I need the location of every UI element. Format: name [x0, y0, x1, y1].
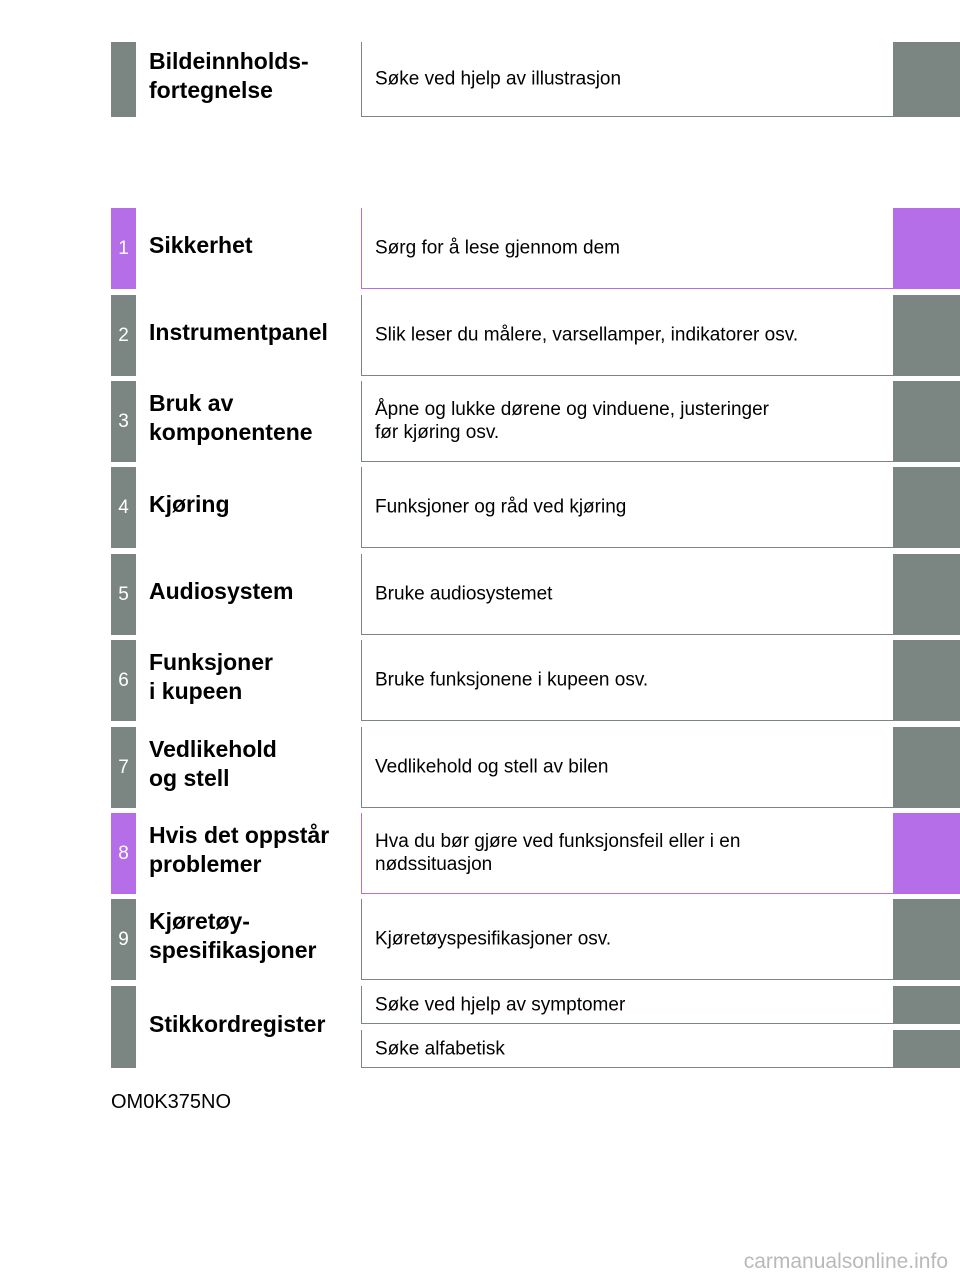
section-thumb-tab[interactable]	[893, 381, 960, 462]
index-title: Stikkordregister	[149, 1011, 326, 1037]
section-thumb-tab[interactable]	[893, 640, 960, 721]
section-description-box[interactable]	[361, 381, 893, 462]
section-thumb-tab[interactable]	[893, 727, 960, 808]
watermark-text: carmanualsonline.info	[743, 1250, 948, 1273]
index-item-label: Søke alfabetisk	[375, 1038, 505, 1059]
section-title: Kjøretøy- spesifikasjoner	[149, 908, 317, 963]
section-row-1[interactable]	[0, 208, 960, 289]
header-thumb-tab[interactable]	[893, 42, 960, 117]
section-number: 5	[118, 583, 129, 605]
section-thumb-tab[interactable]	[893, 554, 960, 635]
section-tab	[111, 295, 136, 376]
section-title: Instrumentpanel	[149, 319, 328, 345]
section-title: Sikkerhet	[149, 232, 253, 258]
header-title: Bildeinnholds- fortegnelse	[149, 48, 309, 103]
index-thumb-tab[interactable]	[893, 986, 960, 1024]
header-description-box[interactable]	[361, 42, 893, 117]
section-description-box[interactable]	[361, 554, 893, 635]
section-number: 1	[118, 237, 129, 259]
section-title: Bruk av komponentene	[149, 390, 313, 445]
section-description: Sørg for å lese gjennom dem	[375, 237, 621, 259]
index-item-alphabetical[interactable]	[0, 1030, 960, 1068]
header-row	[0, 42, 960, 117]
section-tab	[111, 467, 136, 548]
header-tab	[111, 42, 136, 117]
section-description: Hva du bør gjøre ved funksjonsfeil eller i en nødssituasjon	[375, 831, 741, 875]
section-row-4[interactable]	[0, 467, 960, 548]
section-thumb-tab[interactable]	[893, 813, 960, 894]
index-item-box[interactable]	[361, 986, 893, 1024]
section-description-box[interactable]	[361, 727, 893, 808]
section-description-box[interactable]	[361, 899, 893, 980]
section-row-8[interactable]	[0, 813, 960, 894]
section-tab	[111, 899, 136, 980]
section-row-5[interactable]	[0, 554, 960, 635]
section-description: Slik leser du målere, varsellamper, indikatorer osv.	[375, 324, 799, 346]
index-item-symptoms[interactable]	[0, 986, 960, 1024]
section-description-box[interactable]	[361, 640, 893, 721]
section-row-2[interactable]	[0, 295, 960, 376]
section-description-box[interactable]	[361, 813, 893, 894]
section-tab	[111, 554, 136, 635]
section-number: 6	[118, 669, 129, 691]
section-row-9[interactable]	[0, 899, 960, 980]
section-row-7[interactable]	[0, 727, 960, 808]
section-tab	[111, 381, 136, 462]
section-description: Bruke audiosystemet	[375, 583, 553, 605]
section-row-3[interactable]	[0, 381, 960, 462]
section-number: 9	[118, 928, 129, 950]
section-description-box[interactable]	[361, 467, 893, 548]
document-code: OM0K375NO	[111, 1091, 232, 1113]
index-row	[0, 986, 960, 1068]
section-row-6[interactable]	[0, 640, 960, 721]
section-tab	[111, 208, 136, 289]
section-number: 3	[118, 410, 129, 432]
section-description: Vedlikehold og stell av bilen	[375, 756, 609, 778]
index-item-label: Søke ved hjelp av symptomer	[375, 994, 626, 1015]
section-description: Funksjoner og råd ved kjøring	[375, 496, 627, 518]
section-title: Vedlikehold og stell	[149, 736, 277, 791]
section-thumb-tab[interactable]	[893, 295, 960, 376]
section-number: 4	[118, 496, 129, 518]
section-tab	[111, 640, 136, 721]
section-description-box[interactable]	[361, 295, 893, 376]
index-item-box[interactable]	[361, 1030, 893, 1068]
section-title: Funksjoner i kupeen	[149, 649, 273, 704]
section-title: Audiosystem	[149, 578, 294, 604]
section-number: 8	[118, 842, 129, 864]
section-title: Hvis det oppstår problemer	[149, 822, 330, 877]
section-description: Åpne og lukke dørene og vinduene, justeringer før kjøring osv.	[375, 399, 769, 443]
section-description: Kjøretøyspesifikasjoner osv.	[375, 928, 612, 950]
section-description: Bruke funksjonene i kupeen osv.	[375, 669, 649, 691]
section-thumb-tab[interactable]	[893, 467, 960, 548]
header-description: Søke ved hjelp av illustrasjon	[375, 68, 622, 90]
section-thumb-tab[interactable]	[893, 208, 960, 289]
index-thumb-tab[interactable]	[893, 1030, 960, 1068]
section-tab	[111, 727, 136, 808]
section-thumb-tab[interactable]	[893, 899, 960, 980]
section-title: Kjøring	[149, 491, 230, 517]
section-tab	[111, 813, 136, 894]
section-number: 7	[118, 756, 129, 778]
section-number: 2	[118, 324, 129, 346]
section-description-box[interactable]	[361, 208, 893, 289]
